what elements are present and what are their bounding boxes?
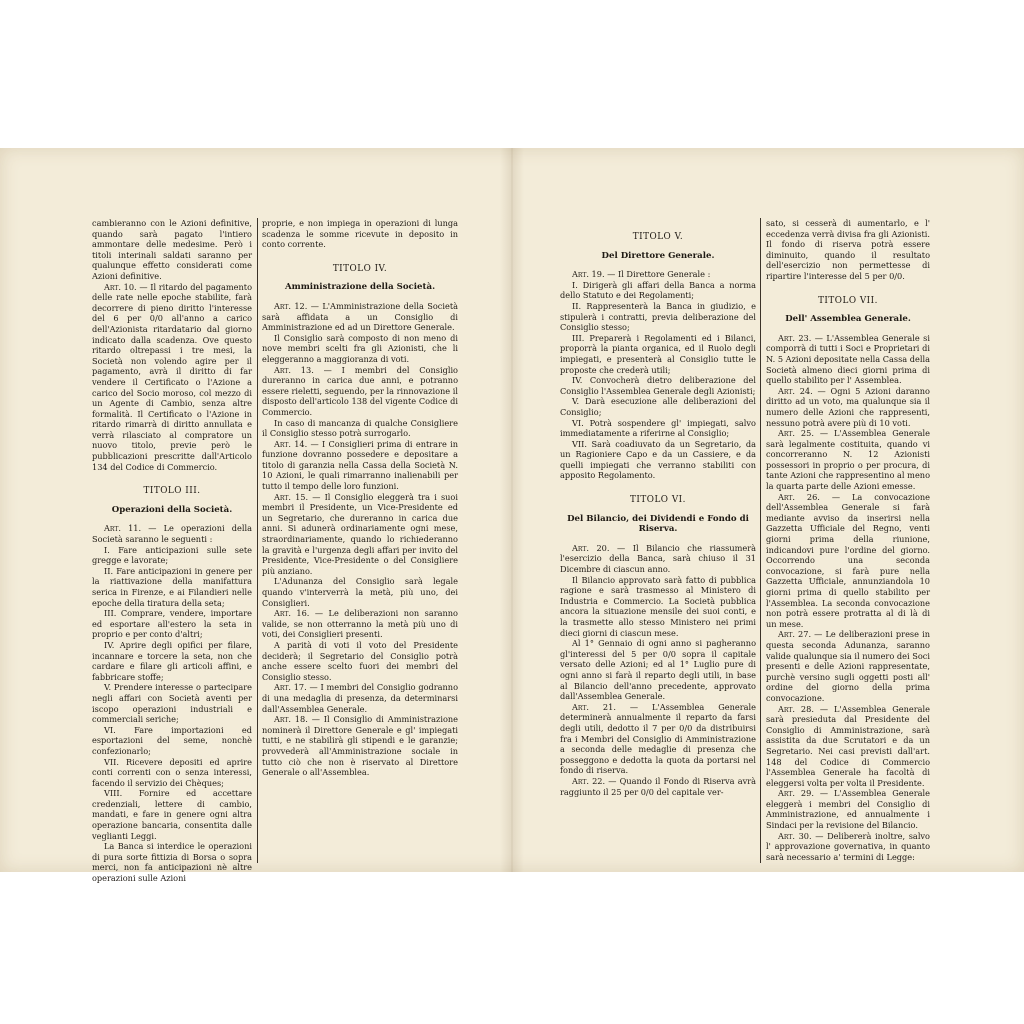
article-paragraph (262, 714, 458, 778)
article-number: Art. 17. (274, 682, 307, 693)
paragraph-text: A parità di voti il voto del Presidente deciderà; il Segretario del Consiglio potrà anche essere scelto fuori dei membri del Consiglio stesso. (262, 639, 458, 682)
paragraph-text: Il Consiglio sarà composto di non meno di nove membri scelti fra gli Azionisti, che li eleggeranno a maggioranza di voti. (262, 332, 458, 364)
article-number: Art. 20. (572, 542, 610, 553)
paragraph-text: — L'Assemblea Generale si comporrà di tutti i Soci e Proprietari di N. 5 Azioni depositate nella Cassa della Società almeno dieci giorni prima di quello stabilito per l' Assemblea. (766, 332, 930, 386)
paragraph-text: VI. Potrà sospendere gl' impiegati, salvo immediatamente a riferirne al Consiglio; (560, 417, 756, 439)
left-page-column-2 (262, 218, 458, 868)
article-paragraph (766, 831, 930, 863)
paragraph-text: Operazioni della Società. (111, 504, 233, 515)
paragraph-text: — Ogni 5 Azioni daranno diritto ad un voto, ma qualunque sia il numero delle Azioni che rappresenti, nessuno potrà avere più di 10 voti. (766, 385, 930, 428)
column-divider (257, 218, 258, 863)
paragraph (92, 608, 252, 640)
paragraph-text: I. Fare anticipazioni sulle sete gregge e lavorate; (92, 544, 252, 566)
article-number: Art. 23. (778, 332, 812, 343)
paragraph-text: Il Bilancio approvato sarà fatto di pubblica ragione e sarà trasmesso al Ministero di Industria e Commercio. La Società pubblica ancora la situazione mensile dei suoi conti, e la trasmette allo stesso Ministero nei primi dieci giorni di ciascun mese. (560, 574, 756, 638)
paragraph-text: II. Rappresenterà la Banca in giudizio, e stipulerà i contratti, previa deliberazione del Consiglio stesso; (560, 300, 756, 333)
section-subtitle (766, 314, 930, 325)
paragraph-text: — I membri del Consiglio dureranno in carica due anni, e potranno essere rieletti, seguendo, per la rinnovazione il disposto dell'articolo 138 del vigente Codice di Commercio. (262, 364, 458, 417)
paragraph-text: — Le operazioni della Società saranno le seguenti : (92, 523, 252, 545)
paragraph (262, 418, 458, 439)
article-paragraph (560, 776, 756, 797)
paragraph (262, 640, 458, 682)
paragraph-text: La Banca si interdice le operazioni di pura sorte fittizia di Borsa o sopra merci, non fa anticipazioni nè altre operazioni sulle Azioni (92, 841, 252, 884)
paragraph (262, 218, 458, 250)
paragraph-text: V. Darà esecuzione alle deliberazioni del Consiglio; (560, 396, 756, 417)
paragraph (92, 545, 252, 566)
paragraph-text: Del Bilancio, dei Dividendi e Fondo di Riserva. (567, 513, 749, 535)
left-page-column-1 (92, 218, 252, 884)
article-paragraph (766, 428, 930, 492)
paragraph (560, 301, 756, 333)
paragraph-text: TITOLO VII. (818, 295, 878, 306)
paragraph (560, 638, 756, 702)
paragraph (92, 566, 252, 608)
paragraph-text: sato, si cesserà di aumentarlo, e l' eccedenza verrà divisa fra gli Azionisti. Il fondo di riserva potrà essere diminuito, quando il resultato dell'esercizio non permettesse di ripartire l'interesse del 5 per 0/0. (766, 218, 930, 281)
paragraph (92, 725, 252, 757)
section-title (92, 486, 252, 497)
paragraph-text: — La convocazione dell'Assemblea Generale si farà mediante avviso da inserirsi nella Gazzetta Ufficiale del Regno, venti giorni prima della riunione, indicandovi pure l'ordine del giorno. Occorrendo una seconda convocazione, si farà pure nella Gazzetta Ufficiale, annunziandola 10 giorni prima di quello stabilito per l'Assemblea. La seconda convocazione non potrà essere protratta al di là di un mese. (766, 491, 930, 629)
article-number: Art. 12. (274, 300, 308, 311)
paragraph-text: Al 1° Gennaio di ogni anno si pagheranno gl'interessi del 5 per 0/0 sopra il capitale versato delle Azioni; ed al 1° Luglio pure di ogni anno si farà il reparto degli utili, in base al Bilancio dell'anno precedente, approvato dall'Assemblea Generale. (560, 638, 756, 702)
paragraph (92, 218, 252, 282)
section-subtitle (262, 282, 458, 293)
section-title (560, 232, 756, 243)
article-paragraph (766, 704, 930, 789)
paragraph-text: — Il Consiglio di Amministrazione nominerà il Direttore Generale e gl' impiegati tutti, e ne stabilirà gli stipendi e le garanzie; provvederà all'Amministrazione sociale in tutto ciò che non è riservato al Direttore Generale o all'Assemblea. (262, 714, 458, 778)
paragraph-text: Dell' Assemblea Generale. (785, 314, 911, 325)
article-number: Art. 14. (274, 438, 308, 449)
paragraph-text: — L'Assemblea Generale sarà legalmente costituita, quando vi concorreranno N. 12 Azionisti possessori in proprio o per procura, di tante Azioni che rappresentino al meno la quarta parte delle Azioni emesse. (766, 428, 930, 492)
article-paragraph (560, 543, 756, 575)
paragraph (560, 333, 756, 375)
paragraph (92, 757, 252, 789)
article-paragraph (560, 269, 756, 280)
article-paragraph (262, 365, 458, 418)
paragraph-text: — L'Amministrazione della Società sarà affidata a un Consiglio di Amministrazione ed ad un Direttore Generale. (262, 300, 459, 333)
article-number: Art. 18. (274, 714, 308, 725)
paragraph-text: TITOLO IV. (332, 263, 388, 274)
article-number: Art. 13. (274, 364, 314, 375)
article-paragraph (262, 301, 458, 333)
article-paragraph (92, 523, 252, 544)
paragraph (560, 439, 756, 481)
paragraph-text: — Quando il Fondo di Riserva avrà raggiunto il 25 per 0/0 del capitale ver- (560, 775, 756, 797)
section-title (262, 264, 458, 275)
paragraph-text: — I Consiglieri prima di entrare in funzione dovranno possedere e depositare a titolo di garanzia nella Cassa della Società N. 10 Azioni, le quali rimarranno inalienabili per tutto il tempo delle loro funzioni. (262, 438, 458, 492)
paragraph-text: TITOLO III. (143, 486, 201, 497)
article-paragraph (262, 682, 458, 714)
article-number: Art. 27. (778, 629, 812, 640)
paragraph-text: — Delibererà inoltre, salvo l' approvazione governativa, in quanto sarà necessario a' termini di Legge: (766, 830, 930, 862)
article-number: Art. 29. (778, 788, 814, 799)
paragraph (560, 575, 756, 639)
paragraph-text: — L'Assemblea Generale eleggerà i membri del Consiglio di Amministrazione, ed annualmente i Sindaci per la revisione del Bilancio. (766, 788, 930, 831)
paragraph-text: L'Adunanza del Consiglio sarà legale quando v'interverrà la metà, più uno, dei Consiglieri. (262, 576, 458, 608)
paragraph-text: — Le deliberazioni prese in questa seconda Adunanza, saranno valide qualunque sia il numero dei Soci presenti e delle Azioni rappresentate, purchè versino sugli oggetti posti all' ordine del giorno della prima convocazione. (766, 629, 930, 703)
paragraph-text: TITOLO V. (632, 232, 684, 242)
article-paragraph (766, 333, 930, 386)
right-page-column-1 (560, 218, 756, 868)
paragraph-text: IV. Convocherà dietro deliberazione del Consiglio l'Assemblea Generale degli Azionisti; (560, 375, 756, 396)
paragraph (560, 280, 756, 301)
paragraph (92, 841, 252, 883)
article-paragraph (766, 629, 930, 703)
article-number: Art. 21. (572, 701, 616, 712)
paragraph-text: — Il Consiglio eleggerà tra i suoi membri il Presidente, un Vice-Presidente ed un Segretario, che dureranno in carica due anni. Si adunerà ordinariamente ogni mese, straordinariamente, quando lo richiederanno la gravità e l'urgenza degli affari per invito del Presidente, Vice-Presidente o del Consigliere più anziano. (262, 491, 458, 576)
paragraph-text: — Le deliberazioni non saranno valide, se non otterranno la metà più uno di voti, dei Consiglieri presenti. (262, 608, 458, 640)
paragraph (560, 375, 756, 396)
paragraph-text: VII. Ricevere depositi ed aprire conti correnti con o senza interessi, facendo il servizio dei Chèques; (92, 756, 252, 788)
paragraph-text: VI. Fare importazioni ed esportazioni del seme, nonchè confezionarlo; (92, 724, 252, 756)
paragraph-text: — L'Assemblea Generale sarà presieduta dal Presidente del Consiglio di Amministrazione, sarà assistita da due Scrutatori e da un Segretario. Nei casi previsti dall'art. 148 del Codice di Commercio l'Assemblea Generale ha facoltà di eleggersi volta per volta il Presidente. (766, 703, 930, 788)
paragraph-text: III. Preparerà i Regolamenti ed i Bilanci, proporrà la pianta organica, ed il Ruolo degli impiegati, e presenterà al Consiglio tutte le proposte che crederà utili; (560, 332, 756, 375)
paragraph (262, 333, 458, 365)
paragraph-text: — Il Direttore Generale : (604, 269, 711, 280)
paragraph-text: cambieranno con le Azioni definitive, quando sarà pagato l'intiero ammontare delle medesime. Però i titoli interinali saldati saranno per qualunque effetto considerati come Azioni definitive. (92, 218, 252, 281)
article-number: Art. 30. (778, 830, 812, 841)
section-subtitle (92, 505, 252, 516)
article-paragraph (766, 492, 930, 630)
paragraph-text: I. Dirigerà gli affari della Banca a norma dello Statuto e dei Regolamenti; (560, 279, 756, 301)
article-paragraph (560, 702, 756, 776)
paragraph-text: Amministrazione della Società. (284, 282, 436, 293)
article-number: Art. 28. (778, 703, 814, 714)
article-paragraph (766, 386, 930, 428)
article-number: Art. 26. (778, 491, 820, 502)
paragraph-text: In caso di mancanza di qualche Consigliere il Consiglio stesso potrà surrogarlo. (262, 417, 458, 439)
paragraph (262, 576, 458, 608)
article-number: Art. 16. (274, 608, 310, 619)
paragraph (560, 396, 756, 417)
paragraph-text: — L'Assemblea Generale determinerà annualmente il reparto da farsi degli utili, dedotto il 7 per 0/0 da distribuirsi fra i Membri del Consiglio di Amministrazione a seconda delle medaglie di presenza che posseggono e dedotta la quota da portarsi nel fondo di riserva. (560, 701, 756, 776)
paragraph-text: Del Direttore Generale. (601, 250, 715, 261)
paragraph (92, 640, 252, 682)
paragraph-text: VIII. Fornire ed accettare credenziali, lettere di cambio, mandati, e fare in genere ogni altra operazione bancaria, consentita dalle veglianti Leggi. (92, 788, 252, 841)
paragraph-text: proprie, e non impiega in operazioni di lunga scadenza le somme ricevute in deposito in conto corrente. (262, 218, 458, 250)
paragraph-text: — Il ritardo del pagamento delle rate nelle epoche stabilite, farà decorrere di pieno diritto l'interesse del 6 per 0/0 all'anno a carico dell'Azionista ritardatario dal giorno indicato dalla scadenza. Ove questo ritardo oltrepassi i tre mesi, la Società non volendo agire per il pagamento, avrà il diritto di far vendere il Certificato o l'Azione a carico del Socio moroso, col mezzo di un Agente di Cambio, senza altre formalità. Il Certificato o l'Azione in ritardo rimarrà di diritto annullata e verrà rilasciato al compratore un nuovo titolo, previe però le pubblicazioni prescritte dall'Articolo 134 del Codice di Commercio. (92, 281, 252, 472)
article-paragraph (766, 788, 930, 830)
paragraph-text: II. Fare anticipazioni in genere per la riattivazione della manifattura serica in Firenze, e ai Filandieri nelle epoche della tiratura della seta; (92, 565, 252, 608)
article-number: Art. 15. (274, 491, 309, 502)
column-divider (760, 218, 761, 863)
paragraph-text: TITOLO VI. (630, 495, 686, 506)
article-paragraph (262, 492, 458, 577)
section-subtitle (560, 251, 756, 262)
page-fold (500, 148, 524, 872)
article-paragraph (262, 439, 458, 492)
article-paragraph (262, 608, 458, 640)
paragraph-text: — Il Bilancio che riassumerà l'esercizio della Banca, sarà chiuso il 31 Dicembre di ciascun anno. (560, 542, 756, 575)
paragraph-text: III. Comprare, vendere, importare ed esportare all'estero la seta in proprio e per conto d'altri; (92, 608, 252, 640)
paragraph-text: IV. Aprire degli opifici per filare, incannare e torcere la seta, non che cardare e filare gli articoli affini, e fabbricare stoffe; (92, 639, 252, 682)
paragraph (560, 418, 756, 439)
article-number: Art. 22. (572, 775, 606, 786)
paragraph-text: VII. Sarà coadiuvato da un Segretario, da un Ragioniere Capo e da un Cassiere, e da quelli impiegati che verranno stabiliti con apposito Regolamento. (560, 438, 756, 481)
paragraph (92, 788, 252, 841)
article-number: Art. 10. (104, 281, 137, 292)
section-title (560, 495, 756, 506)
article-number: Art. 19. (572, 269, 605, 280)
right-page-column-2 (766, 218, 930, 868)
paragraph (766, 218, 930, 282)
article-paragraph (92, 282, 252, 473)
paragraph (92, 682, 252, 724)
paragraph-text: V. Prendere interesse o partecipare negli affari con Società aventi per iscopo operazioni industriali e commerciali seriche; (92, 682, 252, 725)
section-subtitle (560, 514, 756, 535)
article-number: Art. 25. (778, 428, 814, 439)
paragraph-text: — I membri del Consiglio godranno di una medaglia di presenza, da determinarsi dall'Assemblea Generale. (262, 682, 459, 714)
document-sheet (0, 148, 1024, 884)
article-number: Art. 11. (104, 523, 142, 534)
article-number: Art. 24. (778, 385, 813, 396)
section-title (766, 296, 930, 307)
